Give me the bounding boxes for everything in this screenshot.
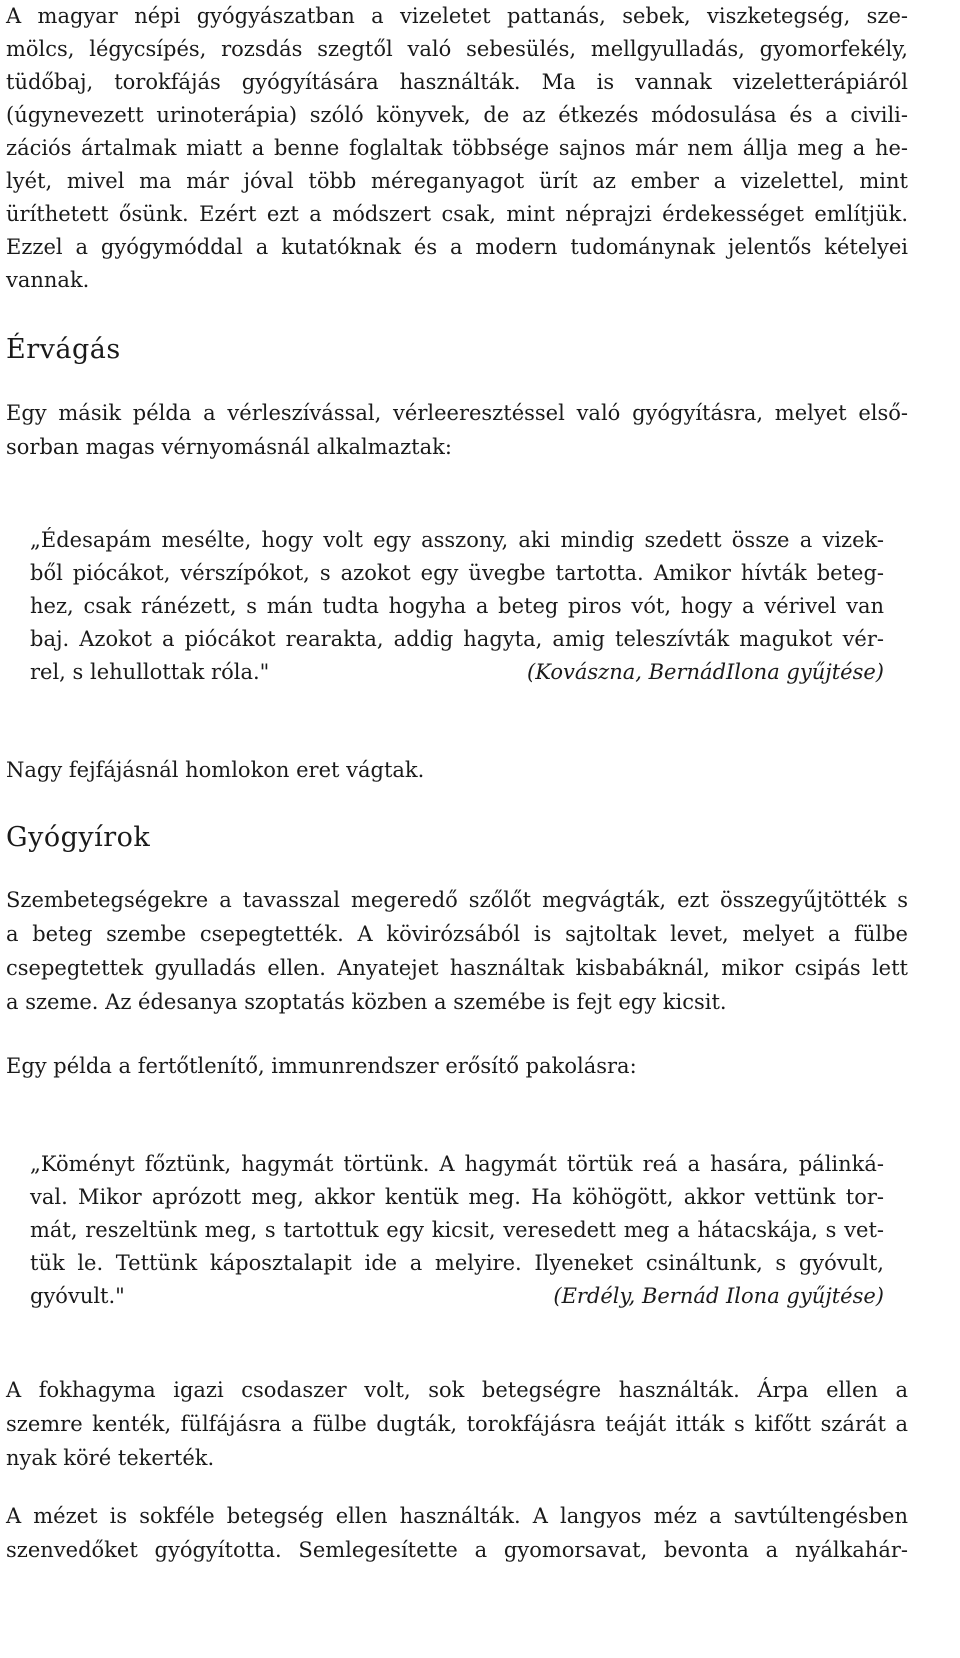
gyogyirok-quote: [30, 1148, 884, 1318]
quote-citation: (Kovászna, BernádIlona gyűjtése): [527, 660, 884, 684]
text-line: csepegtettek gyulladás ellen. Anyatejet használtak kisbabáknál, mikor csipás lett: [6, 956, 908, 980]
quote-line: val. Mikor aprózott meg, akkor kentük meg. Ha köhögött, akkor vettünk tor-: [30, 1185, 884, 1209]
quote-line: „Édesapám mesélte, hogy volt egy asszony, aki mindig szedett össze a vizek-: [30, 528, 884, 552]
ervagas-quote: [30, 524, 884, 694]
text-line: üríthetett ősünk. Ezért ezt a módszert csak, mint néprajzi érdekességet említjük.: [6, 202, 908, 226]
text-line: Szembetegségekre a tavasszal megeredő szőlőt megvágták, ezt összegyűjtötték s: [6, 888, 908, 912]
quote-line: gyóvult.": [30, 1284, 125, 1308]
text-line: tüdőbaj, torokfájás gyógyítására használták. Ma is vannak vizeletterápiáról: [6, 70, 908, 94]
intro-paragraph: [6, 0, 908, 300]
quote-citation: (Erdély, Bernád Ilona gyűjtése): [553, 1284, 884, 1308]
text-line: A fokhagyma igazi csodaszer volt, sok betegségre használták. Árpa ellen a: [6, 1378, 908, 1402]
fejfajas-paragraph: Nagy fejfájásnál homlokon eret vágtak.: [6, 758, 425, 782]
text-line: zációs ártalmak miatt a benne foglaltak többsége sajnos már nem állja meg a he-: [6, 136, 908, 160]
text-line: szemre kenték, fülfájásra a fülbe dugták, torokfájásra teáját itták s kifőtt szárát a: [6, 1412, 908, 1436]
text-line: sorban magas vérnyomásnál alkalmaztak:: [6, 435, 452, 459]
text-line: (úgynevezett urinoterápia) szóló könyvek, de az étkezés módosulása és a civili-: [6, 103, 908, 127]
quote-line: rel, s lehullottak róla.": [30, 660, 270, 684]
text-line: mölcs, légycsípés, rozsdás szegtől való sebesülés, mellgyulladás, gyomorfekély,: [6, 37, 908, 61]
gyogyirok-paragraph-1: [6, 884, 908, 1024]
quote-line: ből piócákot, vérszípókot, s azokot egy üvegbe tartotta. Amikor hívták beteg-: [30, 561, 884, 585]
text-line: nyak köré tekerték.: [6, 1446, 215, 1470]
text-line: Egy másik példa a vérleszívással, vérleeresztéssel való gyógyításra, melyet első-: [6, 401, 908, 425]
text-line: lyét, mivel ma már jóval több méreganyagot ürít az ember a vizelettel, mint: [6, 169, 908, 193]
quote-line: tük le. Tettünk káposztalapit ide a melyire. Ilyeneket csináltunk, s gyóvult,: [30, 1251, 884, 1275]
gyogyirok-paragraph-4: [6, 1500, 908, 1570]
section-heading-ervagas: Érvágás: [6, 334, 121, 365]
text-line: Ezzel a gyógymóddal a kutatóknak és a modern tudománynak jelentős kételyei: [6, 235, 908, 259]
gyogyirok-paragraph-3: [6, 1374, 908, 1478]
gyogyirok-paragraph-2: Egy példa a fertőtlenítő, immunrendszer erősítő pakolásra:: [6, 1054, 637, 1078]
quote-line: baj. Azokot a piócákot rearakta, addig hagyta, amig teleszívták magukot vér-: [30, 627, 884, 651]
quote-line: mát, reszeltünk meg, s tartottuk egy kicsit, veresedett meg a hátacskája, s vet-: [30, 1218, 884, 1242]
quote-line: hez, csak ránézett, s mán tudta hogyha a beteg piros vót, hogy a vérivel van: [30, 594, 884, 618]
text-line: A mézet is sokféle betegség ellen használták. A langyos méz a savtúltengésben: [6, 1504, 908, 1528]
text-line: szenvedőket gyógyította. Semlegesítette a gyomorsavat, bevonta a nyálkahár-: [6, 1538, 908, 1562]
text-line: A magyar népi gyógyászatban a vizeletet pattanás, sebek, viszketegség, sze-: [6, 4, 908, 28]
text-line: a szeme. Az édesanya szoptatás közben a szemébe is fejt egy kicsit.: [6, 990, 727, 1014]
quote-line: „Köményt főztünk, hagymát törtünk. A hagymát törtük reá a hasára, pálinká-: [30, 1152, 884, 1176]
text-line: vannak.: [6, 268, 90, 292]
text-line: a beteg szembe csepegtették. A kövirózsából is sajtoltak levet, melyet a fülbe: [6, 922, 908, 946]
section-heading-gyogyirok: Gyógyírok: [6, 822, 151, 853]
ervagas-paragraph: [6, 397, 908, 467]
